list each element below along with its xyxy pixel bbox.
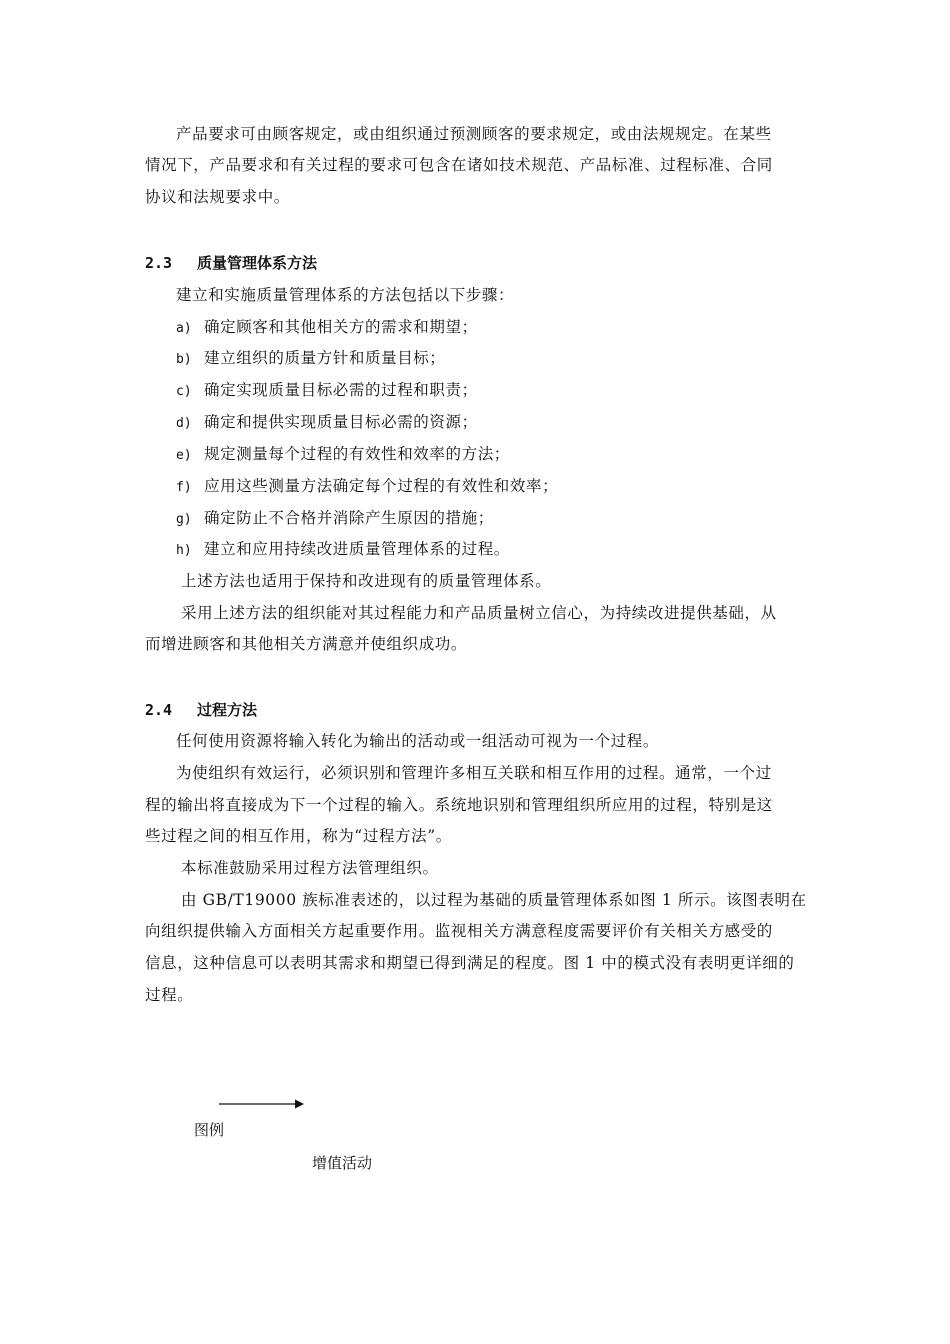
legend-label: 图例 [194,1121,225,1139]
intro-paragraph-line: 情况下，产品要求和有关过程的要求可包含在诸如技术规范、产品标准、过程标准、合同 [145,156,773,174]
list-marker: c) [176,384,192,399]
list-text: 确定防止不合格并消除产生原因的措施； [204,509,494,527]
list-marker: e) [176,448,192,463]
section-paragraph: 任何使用资源将输入转化为输出的活动或一组活动可视为一个过程。 [176,732,660,750]
list-item [176,444,510,466]
section-title: 过程方法 [197,701,258,719]
list-marker: a) [176,321,192,336]
list-item [176,476,558,498]
section-paragraph: 上述方法也适用于保持和改进现有的质量管理体系。 [181,572,552,590]
list-text: 规定测量每个过程的有效性和效率的方法； [204,445,510,463]
list-marker: g) [176,512,192,527]
section-paragraph-line: 为使组织有效运行，必须识别和管理许多相互关联和相互作用的过程。通常，一个过 [176,764,772,782]
list-item [176,508,494,530]
legend-arrow-meaning: 增值活动 [312,1154,373,1172]
list-text: 确定实现质量目标必需的过程和职责； [204,381,478,399]
list-text: 确定顾客和其他相关方的需求和期望； [204,318,478,336]
list-text: 建立和应用持续改进质量管理体系的过程。 [204,540,510,558]
section-heading-2-4 [145,700,257,720]
list-item [176,380,478,402]
section-number: 2.3 [145,254,173,272]
section-paragraph-line: 向组织提供输入方面相关方起重要作用。监视相关方满意程度需要评价有关相关方感受的 [145,922,773,940]
section-paragraph: 本标准鼓励采用过程方法管理组织。 [181,859,439,877]
section-paragraph-line: 信息，这种信息可以表明其需求和期望已得到满足的程度。图 1 中的模式没有表明更详细的 [145,954,795,972]
list-text: 应用这些测量方法确定每个过程的有效性和效率； [204,477,559,495]
arrow-icon [219,1097,304,1111]
list-text: 建立组织的质量方针和质量目标； [204,349,446,367]
section-title: 质量管理体系方法 [197,254,318,272]
intro-paragraph-line: 协议和法规要求中。 [145,188,290,206]
section-paragraph-line: 些过程之间的相互作用，称为“过程方法”。 [145,827,452,845]
list-marker: d) [176,416,192,431]
intro-paragraph-line: 产品要求可由顾客规定，或由组织通过预测顾客的要求规定，或由法规规定。在某些 [176,125,772,143]
section-paragraph-line: 程的输出将直接成为下一个过程的输入。系统地识别和管理组织所应用的过程，特别是这 [145,796,773,814]
section-lead: 建立和实施质量管理体系的方法包括以下步骤： [176,286,515,304]
list-text: 确定和提供实现质量目标必需的资源； [204,413,478,431]
list-item [176,539,510,561]
section-paragraph-line: 采用上述方法的组织能对其过程能力和产品质量树立信心，为持续改进提供基础，从 [181,604,777,622]
section-number: 2.4 [145,701,173,719]
list-marker: f) [176,480,192,495]
section-paragraph-line: 过程。 [145,986,194,1004]
section-paragraph-line: 由 GB/T19000 族标准表述的，以过程为基础的质量管理体系如图 1 所示。该图表明在 [181,891,807,909]
list-item [176,348,446,370]
list-item [176,412,478,434]
list-marker: h) [176,543,192,558]
section-paragraph-line: 而增进顾客和其他相关方满意并使组织成功。 [145,635,468,653]
section-heading-2-3 [145,253,317,273]
list-item [176,317,478,339]
list-marker: b) [176,352,192,367]
